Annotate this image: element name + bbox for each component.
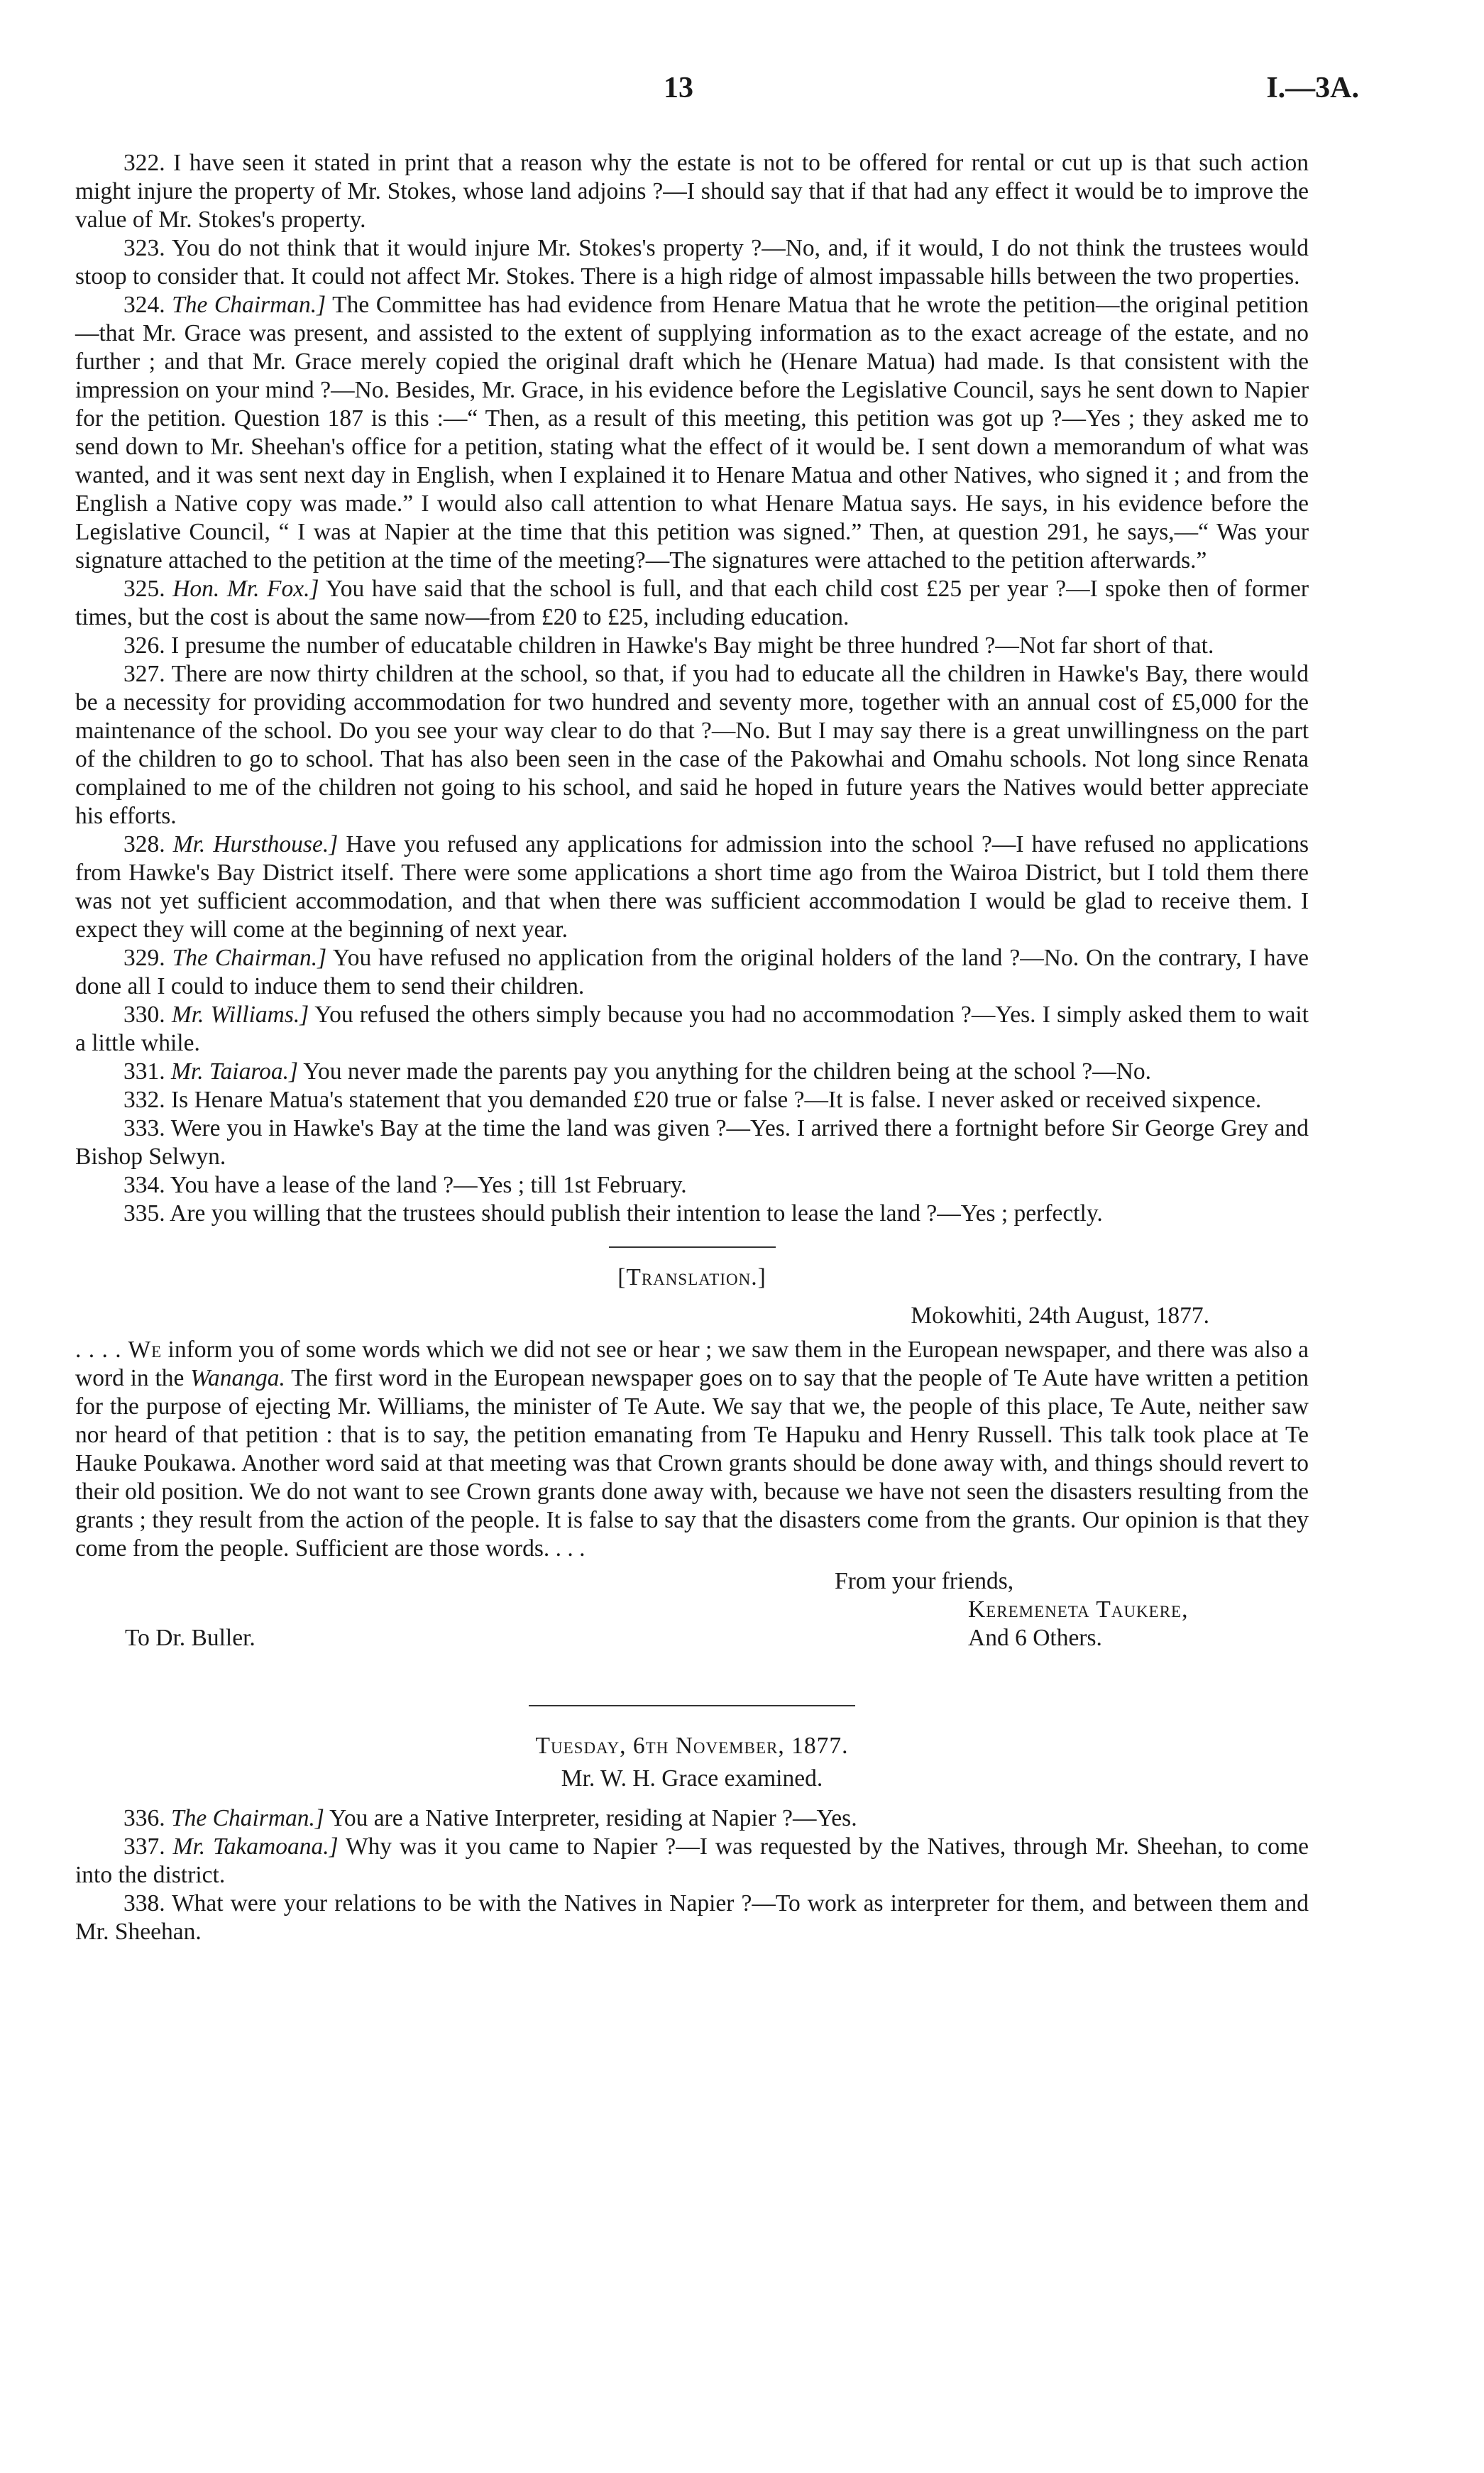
question-text: You are a Native Interpreter, residing at Napier ?—Yes. — [329, 1805, 857, 1831]
document-reference: I.—3A. — [1266, 72, 1359, 104]
page-number: 13 — [664, 72, 693, 104]
document-body — [75, 149, 1309, 1946]
witness-heading: Mr. W. H. Grace examined. — [561, 1765, 823, 1792]
letter-signatory: Keremeneta Taukere, — [968, 1596, 1189, 1623]
letter-others: And 6 Others. — [968, 1625, 1102, 1651]
question-text: There are now thirty children at the school, so that, if you had to educate all the children in Hawke's Bay, there would be a necessity for providing accommodation for two hundred and seventy more, together with an annual cost of £5,000 for the maintenance of the school. Do you see your way clear to do that ?—No. But I may say there is a great unwillingness on the part of the children to go to school. That has also been seen in the case of the Pakowhai and Omahu schools. Not long since Renata complained to me of the children not going to his school, and said he hoped in future years the Natives would better appreciate his efforts. — [75, 661, 1309, 829]
question-number: 326. — [123, 632, 165, 659]
question-text: You never made the parents pay you anything for the children being at the school ?—No. — [303, 1058, 1152, 1085]
evidence-paragraph — [75, 575, 1309, 632]
question-text: Why was it you came to Napier ?—I was requested by the Natives, through Mr. Sheehan, to come into the district. — [75, 1833, 1309, 1888]
question-text: Have you refused any applications for admission into the school ?—I have refused no applications from Hawke's Bay District itself. There were some applications a short time ago from the Wairoa District, but I told them there was not yet sufficient accommodation, and that when there was sufficient accommodation I would be glad to receive them. I expect they will come at the beginning of next year. — [75, 831, 1309, 943]
question-text: What were your relations to be with the Natives in Napier ?—To work as interpreter for them, and between them and Mr. Sheehan. — [75, 1890, 1309, 1945]
section-divider — [529, 1705, 855, 1706]
evidence-paragraph — [75, 660, 1309, 830]
evidence-paragraph — [75, 1804, 1309, 1833]
evidence-paragraph — [75, 1001, 1309, 1058]
speaker: Mr. Williams.] — [171, 1002, 309, 1028]
speaker: The Chairman.] — [172, 292, 326, 318]
question-number: 322. — [123, 150, 165, 176]
question-text: Is Henare Matua's statement that you demanded £20 true or false ?—It is false. I never asked or received sixpence. — [171, 1087, 1262, 1113]
question-text: Were you in Hawke's Bay at the time the land was given ?—Yes. I arrived there a fortnight before Sir George Grey and Bishop Selwyn. — [75, 1115, 1309, 1170]
question-number: 323. — [123, 235, 165, 261]
speaker: Mr. Taiaroa.] — [171, 1058, 299, 1085]
question-number: 333. — [123, 1115, 165, 1141]
translation-place-date: Mokowhiti, 24th August, 1877. — [911, 1303, 1209, 1329]
letter-opening: . . . . We — [75, 1337, 163, 1363]
section-divider — [609, 1246, 776, 1248]
speaker: Mr. Hursthouse.] — [172, 831, 339, 857]
evidence-paragraph — [75, 1171, 1309, 1200]
question-text: You do not think that it would injure Mr. Stokes's property ?—No, and, if it would, I do not think the trustees would stoop to consider that. It could not affect Mr. Stokes. There is a high ridge of almost impassable hills between the two properties. — [75, 235, 1309, 290]
question-text: You have a lease of the land ?—Yes ; till 1st February. — [170, 1172, 687, 1198]
question-number: 328. — [123, 831, 165, 857]
question-text: The Committee has had evidence from Henare Matua that he wrote the petition—the original petition—that Mr. Grace was present, and assisted to the extent of supplying information as to the exact acreage of the estate, and no further ; and that Mr. Grace merely copied the original draft which he (Henare Matua) had made. Is that consistent with the impression on your mind ?—No. Besides, Mr. Grace, in his evidence before the Legislative Council, says he sent down to Napier for the petition. Question 187 is this :—“ Then, as a result of this meeting, this petition was got up ?—Yes ; they asked me to send down to Mr. Sheehan's office for a petition, stating what the effect of it would be. I sent down a memorandum of what was wanted, and it was sent next day in English, when I explained it to Henare Matua and other Natives, who signed it ; and from the English a Native copy was made.” I would also call attention to what Henare Matua says. He says, in his evidence before the Legislative Council, “ I was at Napier at the time that this petition was signed.” Then, at question 291, he says,—“ Was your signature attached to the petition at the time of the meeting?—The signatures were attached to the petition afterwards.” — [75, 292, 1309, 574]
letter-text-b: The first word in the European newspaper goes on to say that the people of Te Aute have written a petition for the purpose of ejecting Mr. Williams, the minister of Te Aute. We say that we, the people of this place, Te Aute, neither saw nor heard of that petition : that is to say, the petition emanating from Te Hapuku and Henry Russell. This talk took place at Te Hauke Poukawa. Another word said at that meeting was that Crown grants should be done away with, and things should revert to their old position. We do not want to see Crown grants done away with, because we have not seen the disasters resulting from the grants ; they result from the action of the people. It is false to say that the disasters come from the grants. Our opinion is that they come from the people. Sufficient are those words. . . . — [75, 1365, 1309, 1562]
question-text: Are you willing that the trustees should publish their intention to lease the land ?—Yes ; perfectly. — [170, 1200, 1103, 1227]
question-number: 329. — [123, 945, 165, 971]
page-header — [0, 71, 1484, 114]
question-number: 335. — [123, 1200, 165, 1227]
question-text: You have refused no application from the original holders of the land ?—No. On the contrary, I have done all I could to induce them to send their children. — [75, 945, 1309, 999]
evidence-paragraph — [75, 234, 1309, 291]
letter-closing: From your friends, — [835, 1568, 1014, 1594]
speaker: Mr. Takamoana.] — [172, 1833, 339, 1860]
evidence-paragraph — [75, 830, 1309, 944]
letter-recipient: To Dr. Buller. — [125, 1625, 255, 1651]
question-number: 331. — [123, 1058, 165, 1085]
translation-letter — [75, 1336, 1309, 1563]
evidence-paragraph — [75, 944, 1309, 1001]
question-number: 330. — [123, 1002, 165, 1028]
question-number: 327. — [123, 661, 165, 687]
evidence-paragraph — [75, 1890, 1309, 1946]
signature-block — [75, 1567, 1309, 1674]
evidence-paragraph — [75, 291, 1309, 575]
evidence-section-1 — [75, 149, 1309, 1228]
session-date: Tuesday, 6th November, 1877. — [535, 1733, 849, 1759]
speaker: Hon. Mr. Fox.] — [172, 576, 319, 602]
question-number: 338. — [123, 1890, 165, 1917]
speaker: The Chairman.] — [172, 945, 327, 971]
question-number: 334. — [123, 1172, 165, 1198]
question-text: I presume the number of educatable children in Hawke's Bay might be three hundred ?—Not far short of that. — [171, 632, 1214, 659]
evidence-section-2 — [75, 1804, 1309, 1946]
question-number: 332. — [123, 1087, 165, 1113]
evidence-paragraph — [75, 632, 1309, 660]
evidence-paragraph — [75, 1200, 1309, 1228]
speaker: The Chairman.] — [171, 1805, 324, 1831]
translation-heading: [Translation.] — [617, 1264, 766, 1290]
question-number: 337. — [123, 1833, 165, 1860]
evidence-paragraph — [75, 1058, 1309, 1086]
question-text: You have said that the school is full, and that each child cost £25 per year ?—I spoke then of former times, but the cost is about the same now—from £20 to £25, including education. — [75, 576, 1309, 630]
evidence-paragraph — [75, 1833, 1309, 1890]
question-number: 336. — [123, 1805, 165, 1831]
question-number: 324. — [123, 292, 165, 318]
question-number: 325. — [123, 576, 165, 602]
evidence-paragraph — [75, 1114, 1309, 1171]
question-text: I have seen it stated in print that a reason why the estate is not to be offered for rental or cut up is that such action might injure the property of Mr. Stokes, whose land adjoins ?—I should say that if that had any effect it would be to improve the value of Mr. Stokes's property. — [75, 150, 1309, 233]
letter-wananga: Wananga. — [190, 1365, 285, 1391]
letter-text-a: inform you of some words which we did not see or hear ; we saw them in the European newspaper, and there was also a word in the — [75, 1337, 1309, 1391]
evidence-paragraph — [75, 149, 1309, 234]
question-text: You refused the others simply because you had no accommodation ?—Yes. I simply asked them to wait a little while. — [75, 1002, 1309, 1056]
evidence-paragraph — [75, 1086, 1309, 1114]
